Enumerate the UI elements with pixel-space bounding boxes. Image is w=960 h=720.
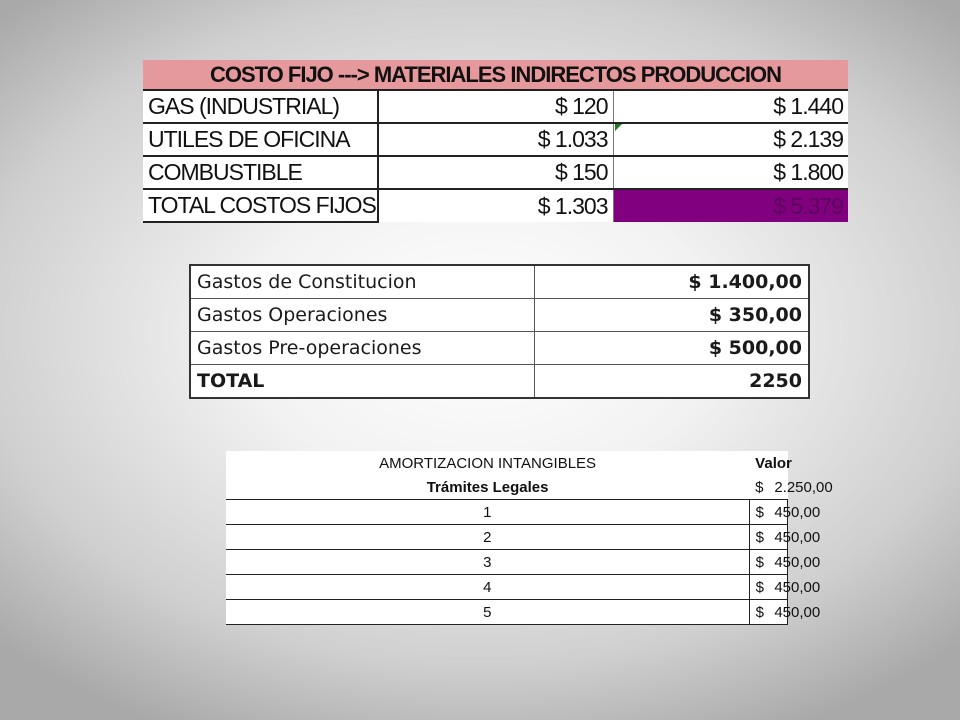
cell-comment-marker-icon [615,124,622,131]
fixed-costs-header-row [143,60,848,90]
currency-symbol: $ [749,550,768,575]
fixed-costs-row [143,90,848,123]
expense-row [190,265,809,299]
amortization-row [226,500,788,525]
fixed-cost-annual: $ 1.800 [613,156,848,189]
expenses-table [189,264,810,399]
amortization-year: 3 [226,550,749,575]
amortization-year: 1 [226,500,749,525]
expense-row [190,332,809,365]
fixed-cost-annual: $ 1.440 [613,90,848,123]
fixed-cost-monthly: $ 120 [378,90,613,123]
fixed-costs-row [143,156,848,189]
amortization-subtotal-row [226,475,788,500]
expense-total-value: 2250 [535,365,810,399]
fixed-cost-label: UTILES DE OFICINA [143,123,378,156]
amortization-value-header: Valor [749,451,787,475]
amortization-value: 450,00 [768,500,787,525]
fixed-cost-label: COMBUSTIBLE [143,156,378,189]
expense-total-row [190,365,809,399]
currency-symbol: $ [749,500,768,525]
currency-symbol: $ [749,525,768,550]
expense-row [190,299,809,332]
fixed-cost-label: GAS (INDUSTRIAL) [143,90,378,123]
fixed-cost-monthly: $ 1.033 [378,123,613,156]
amortization-value: 450,00 [768,525,787,550]
fixed-cost-total-label: TOTAL COSTOS FIJOS [143,189,378,222]
fixed-cost-annual: $ 2.139 [773,126,843,152]
fixed-costs-row [143,123,848,156]
amortization-header-row [226,451,788,475]
fixed-costs-title: COSTO FIJO ---> MATERIALES INDIRECTOS PRODUCCION [143,60,848,90]
expense-label: Gastos Pre-operaciones [190,332,535,365]
amortization-row [226,600,788,625]
amortization-row [226,575,788,600]
expense-value: $ 1.400,00 [535,265,810,299]
amortization-year: 2 [226,525,749,550]
currency-symbol: $ [749,575,768,600]
amortization-year: 4 [226,575,749,600]
amortization-year: 5 [226,600,749,625]
fixed-cost-annual-cell [613,123,848,156]
amortization-item-value: 2.250,00 [768,475,787,500]
fixed-costs-total-row [143,189,848,222]
fixed-cost-monthly: $ 150 [378,156,613,189]
fixed-costs-table [143,60,848,223]
amortization-item-label: Trámites Legales [226,475,749,500]
expense-total-label: TOTAL [190,365,535,399]
currency-symbol: $ [749,600,768,625]
amortization-value: 450,00 [768,575,787,600]
fixed-cost-total-monthly: $ 1.303 [378,189,613,222]
expense-label: Gastos de Constitucion [190,265,535,299]
amortization-row [226,525,788,550]
expense-value: $ 500,00 [535,332,810,365]
amortization-table [226,451,833,625]
amortization-value: 450,00 [768,600,787,625]
expense-label: Gastos Operaciones [190,299,535,332]
amortization-value: 450,00 [768,550,787,575]
amortization-title: AMORTIZACION INTANGIBLES [226,451,749,475]
currency-symbol: $ [749,475,768,500]
amortization-row [226,550,788,575]
fixed-cost-total-annual: $ 5.379 [613,189,848,222]
expense-value: $ 350,00 [535,299,810,332]
